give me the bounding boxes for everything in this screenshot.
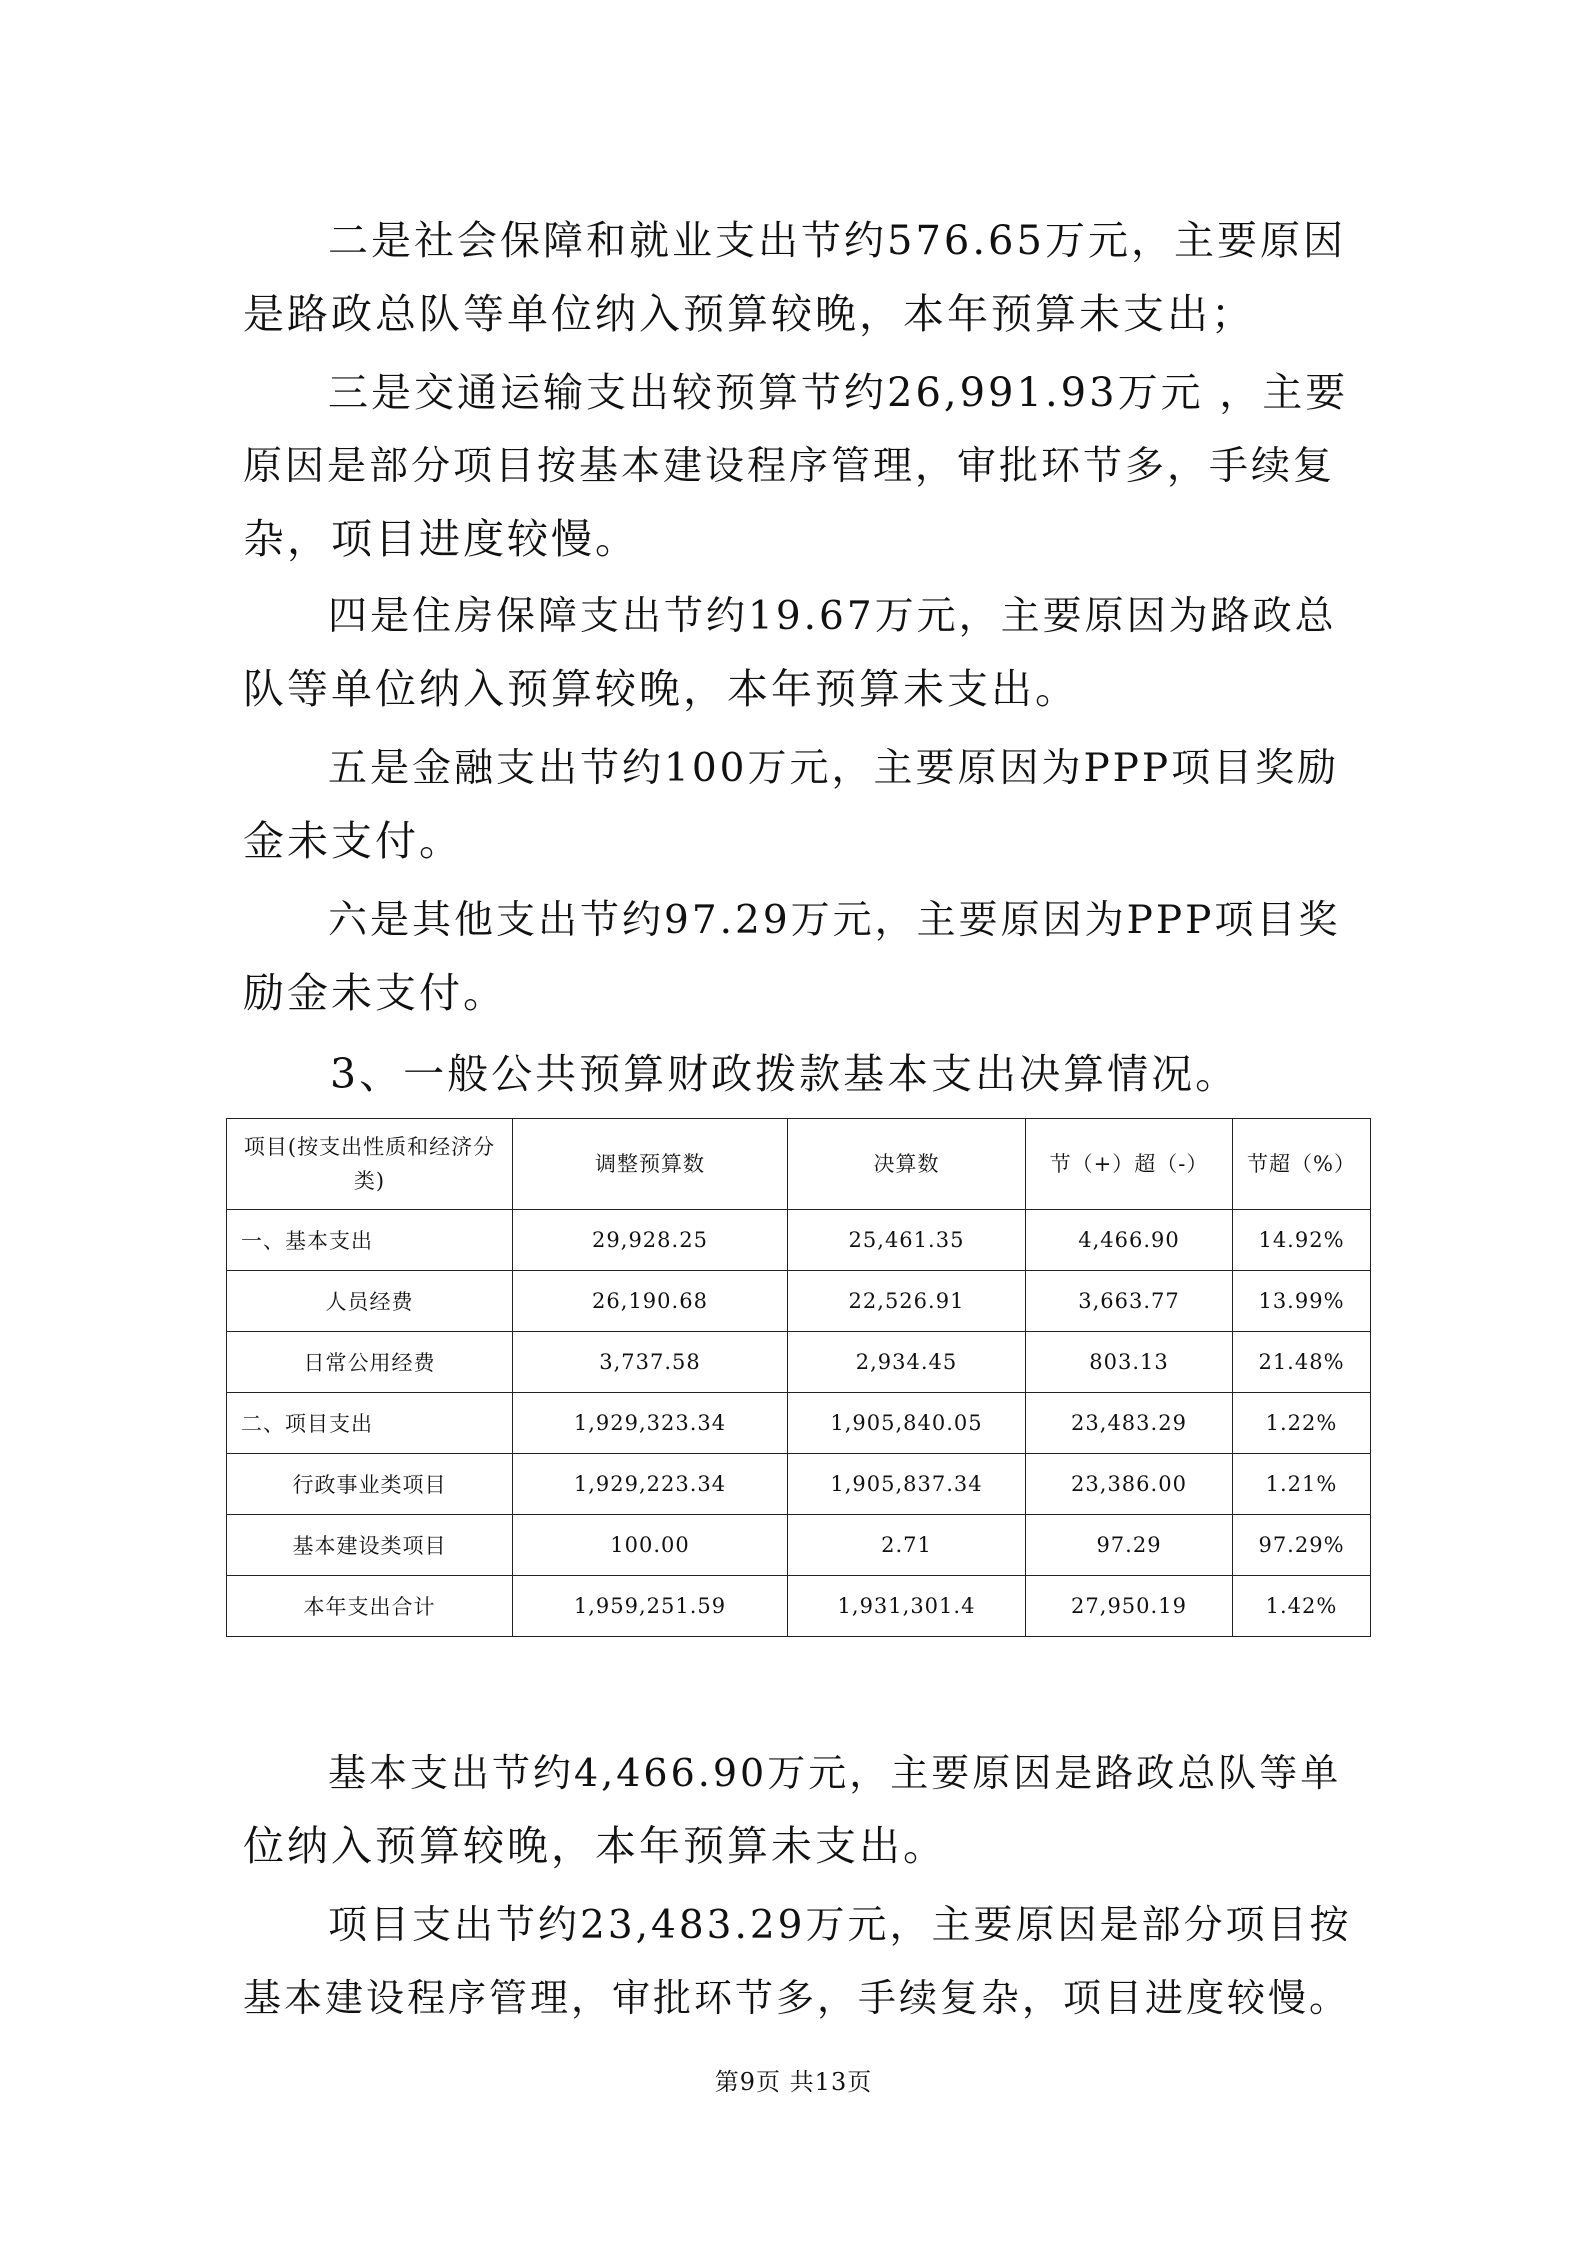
paragraph-line: 项目支出节约23,483.29万元，主要原因是部分项目按 (328, 1903, 1352, 1948)
header-item: 项目(按支出性质和经济分类) (227, 1119, 513, 1210)
cell-diff: 23,483.29 (1026, 1393, 1233, 1454)
cell-pct: 21.48% (1233, 1332, 1371, 1393)
paragraph-line: 杂，项目进度较慢。 (243, 515, 639, 563)
table-row (227, 1454, 1371, 1515)
paragraph-project-expenditure (243, 1889, 1358, 2035)
cell-budget: 3,737.58 (513, 1332, 788, 1393)
paragraph-other (243, 884, 1358, 1030)
paragraph-line: 金未支付。 (243, 817, 463, 865)
cell-budget: 1,959,251.59 (513, 1576, 788, 1637)
cell-final: 1,905,840.05 (788, 1393, 1026, 1454)
cell-diff: 4,466.90 (1026, 1210, 1233, 1271)
table-row (227, 1393, 1371, 1454)
paragraph-housing (243, 580, 1358, 726)
cell-pct: 1.22% (1233, 1393, 1371, 1454)
cell-pct: 1.21% (1233, 1454, 1371, 1515)
cell-final: 22,526.91 (788, 1271, 1026, 1332)
cell-final: 2.71 (788, 1515, 1026, 1576)
cell-budget: 29,928.25 (513, 1210, 788, 1271)
paragraph-line: 位纳入预算较晚，本年预算未支出。 (243, 1822, 947, 1870)
cell-pct: 1.42% (1233, 1576, 1371, 1637)
row-label: 基本建设类项目 (227, 1515, 513, 1576)
cell-diff: 803.13 (1026, 1332, 1233, 1393)
row-label: 一、基本支出 (227, 1210, 513, 1271)
table-row (227, 1332, 1371, 1393)
paragraph-social-security (243, 205, 1358, 351)
cell-budget: 1,929,323.34 (513, 1393, 788, 1454)
budget-table (226, 1118, 1371, 1637)
paragraph-line: 基本支出节约4,466.90万元，主要原因是路政总队等单 (328, 1751, 1342, 1795)
cell-diff: 3,663.77 (1026, 1271, 1233, 1332)
row-label: 二、项目支出 (227, 1393, 513, 1454)
row-label: 本年支出合计 (227, 1576, 513, 1637)
paragraph-line: 原因是部分项目按基本建设程序管理，审批环节多，手续复 (243, 444, 1336, 489)
cell-final: 2,934.45 (788, 1332, 1026, 1393)
paragraph-line: 是路政总队等单位纳入预算较晚，本年预算未支出； (243, 290, 1255, 338)
paragraph-finance (243, 732, 1358, 878)
paragraph-basic-expenditure (243, 1737, 1358, 1883)
paragraph-line: 四是住房保障支出节约19.67万元，主要原因为路政总 (328, 594, 1337, 639)
paragraph-line: 三是交通运输支出较预算节约26,991.93万元 ，主要 (328, 370, 1349, 416)
cell-final: 1,905,837.34 (788, 1454, 1026, 1515)
cell-budget: 1,929,223.34 (513, 1454, 788, 1515)
cell-budget: 26,190.68 (513, 1271, 788, 1332)
cell-budget: 100.00 (513, 1515, 788, 1576)
section-heading: 3、一般公共预算财政拨款基本支出决算情况。 (330, 1050, 1240, 1098)
cell-pct: 13.99% (1233, 1271, 1371, 1332)
table-row (227, 1515, 1371, 1576)
paragraph-line: 励金未支付。 (243, 969, 507, 1017)
table-row (227, 1576, 1371, 1637)
paragraph-line: 六是其他支出节约97.29万元，主要原因为PPP项目奖 (328, 898, 1341, 943)
row-label: 人员经费 (227, 1271, 513, 1332)
cell-pct: 97.29% (1233, 1515, 1371, 1576)
table-row (227, 1271, 1371, 1332)
header-pct: 节超（%） (1233, 1119, 1371, 1210)
paragraph-line: 队等单位纳入预算较晚，本年预算未支出。 (243, 665, 1079, 713)
table-header-row (227, 1119, 1371, 1210)
paragraph-line: 二是社会保障和就业支出节约576.65万元，主要原因 (328, 218, 1346, 264)
header-budget: 调整预算数 (513, 1119, 788, 1210)
row-label: 日常公用经费 (227, 1332, 513, 1393)
header-diff: 节（+）超（-） (1026, 1119, 1233, 1210)
cell-diff: 23,386.00 (1026, 1454, 1233, 1515)
cell-diff: 97.29 (1026, 1515, 1233, 1576)
header-final: 决算数 (788, 1119, 1026, 1210)
cell-final: 25,461.35 (788, 1210, 1026, 1271)
cell-diff: 27,950.19 (1026, 1576, 1233, 1637)
table-row (227, 1210, 1371, 1271)
paragraph-transport (243, 357, 1358, 576)
page-footer: 第9页 共13页 (714, 2068, 873, 2096)
paragraph-line: 五是金融支出节约100万元，主要原因为PPP项目奖励 (328, 746, 1340, 791)
cell-final: 1,931,301.4 (788, 1576, 1026, 1637)
row-label: 行政事业类项目 (227, 1454, 513, 1515)
cell-pct: 14.92% (1233, 1210, 1371, 1271)
paragraph-line: 基本建设程序管理，审批环节多，手续复杂，项目进度较慢。 (243, 1976, 1351, 2020)
